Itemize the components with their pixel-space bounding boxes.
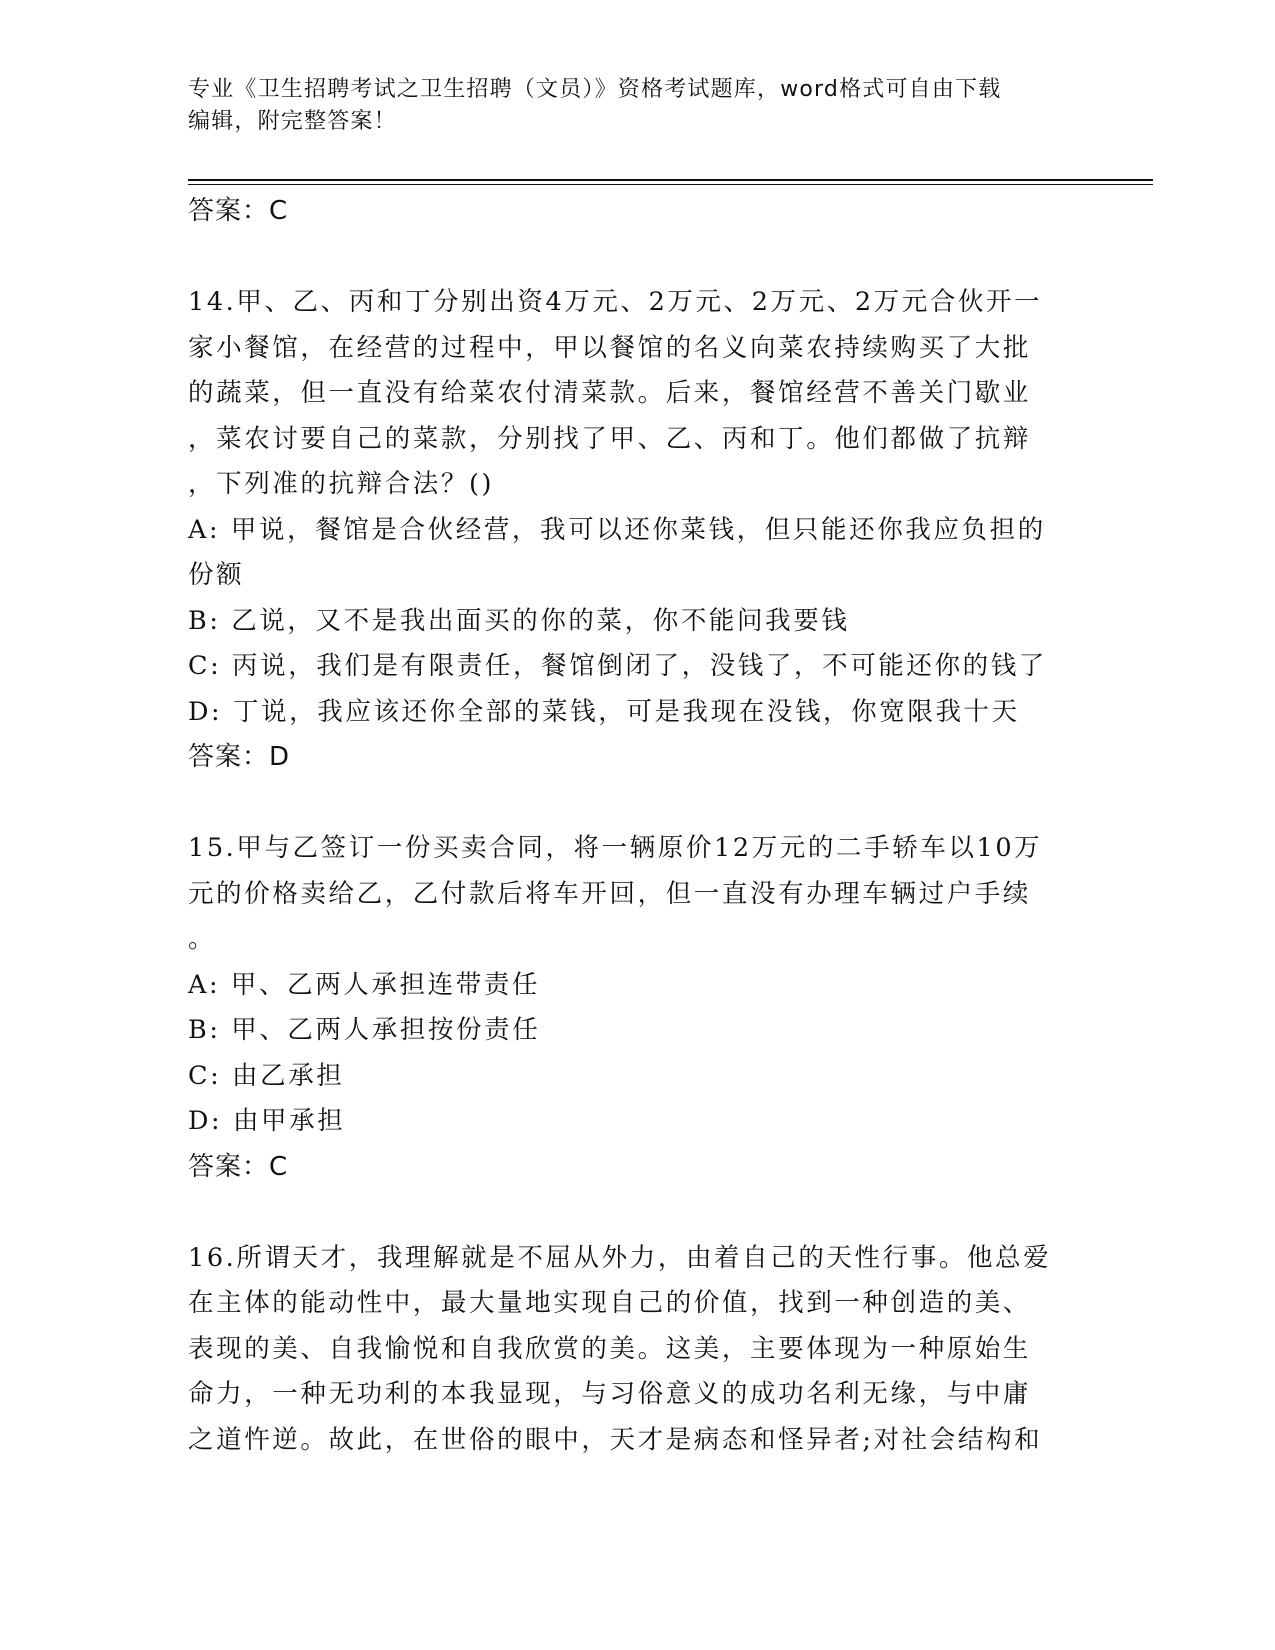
question-line: 之道忤逆。故此，在世俗的眼中，天才是病态和怪异者;对社会结构和 [188, 1424, 1043, 1455]
question-14-options [188, 508, 1088, 736]
header-divider-thick [188, 179, 1153, 181]
question-line: 14.甲、乙、丙和丁分别出资4万元、2万元、2万元、2万元合伙开一 [188, 287, 1043, 317]
option-d: D: 丁说，我应该还你全部的菜钱，可是我现在没钱，你宽限我十天 [188, 696, 1020, 727]
question-15-text [188, 826, 1088, 963]
header-line-2: 编辑，附完整答案！ [188, 109, 397, 134]
option-a: A: 甲说，餐馆是合伙经营，我可以还你菜钱，但只能还你我应负担的 [188, 514, 1046, 545]
document-header [188, 74, 1068, 138]
question-14 [188, 280, 1088, 781]
spacer [188, 1190, 1088, 1236]
question-line: ，下列准的抗辩合法？() [188, 469, 495, 499]
question-line: ，菜农讨要自己的菜款，分别找了甲、乙、丙和丁。他们都做了抗辩 [188, 423, 1032, 454]
question-line: 表现的美、自我愉悦和自我欣赏的美。这美，主要体现为一种原始生 [188, 1333, 1032, 1364]
option-b: B: 甲、乙两人承担按份责任 [188, 1015, 541, 1045]
question-line: 元的价格卖给乙，乙付款后将车开回，但一直没有办理车辆过户手续 [188, 878, 1032, 909]
spacer [188, 235, 1088, 281]
option-c: C: 丙说，我们是有限责任，餐馆倒闭了，没钱了，不可能还你的钱了 [188, 651, 1047, 681]
question-line: 在主体的能动性中，最大量地实现自己的价值，找到一种创造的美、 [188, 1288, 1032, 1318]
question-14-text [188, 280, 1088, 508]
question-line: 15.甲与乙签订一份买卖合同，将一辆原价12万元的二手轿车以10万 [188, 833, 1043, 863]
option-b: B: 乙说，又不是我出面买的你的菜，你不能问我要钱 [188, 605, 850, 636]
option-a-continuation: 份额 [188, 560, 245, 590]
question-15 [188, 826, 1088, 1190]
question-15-options [188, 963, 1088, 1145]
answer-13: 答案：C [188, 196, 289, 226]
document-body [188, 189, 1088, 1463]
question-line: 命力，一种无功利的本我显现，与习俗意义的成功名利无缘，与中庸 [188, 1379, 1032, 1409]
question-line: 家小餐馆，在经营的过程中，甲以餐馆的名义向菜农持续购买了大批 [188, 332, 1032, 363]
question-line: 的蔬菜，但一直没有给菜农付清菜款。后来，餐馆经营不善关门歇业 [188, 378, 1032, 408]
option-c: C: 由乙承担 [188, 1060, 345, 1091]
answer-14: 答案：D [188, 742, 291, 772]
question-line: 16.所谓天才，我理解就是不屈从外力，由着自己的天性行事。他总爱 [188, 1242, 1052, 1273]
header-line-1: 专业《卫生招聘考试之卫生招聘（文员）》资格考试题库，word格式可自由下载 [188, 77, 1002, 102]
header-divider-thin [188, 184, 1153, 185]
option-a: A: 甲、乙两人承担连带责任 [188, 969, 541, 1000]
spacer [188, 781, 1088, 827]
question-16-text [188, 1236, 1088, 1464]
question-16 [188, 1236, 1088, 1464]
question-line: 。 [188, 924, 217, 954]
answer-15: 答案：C [188, 1151, 289, 1182]
option-d: D: 由甲承担 [188, 1106, 346, 1136]
